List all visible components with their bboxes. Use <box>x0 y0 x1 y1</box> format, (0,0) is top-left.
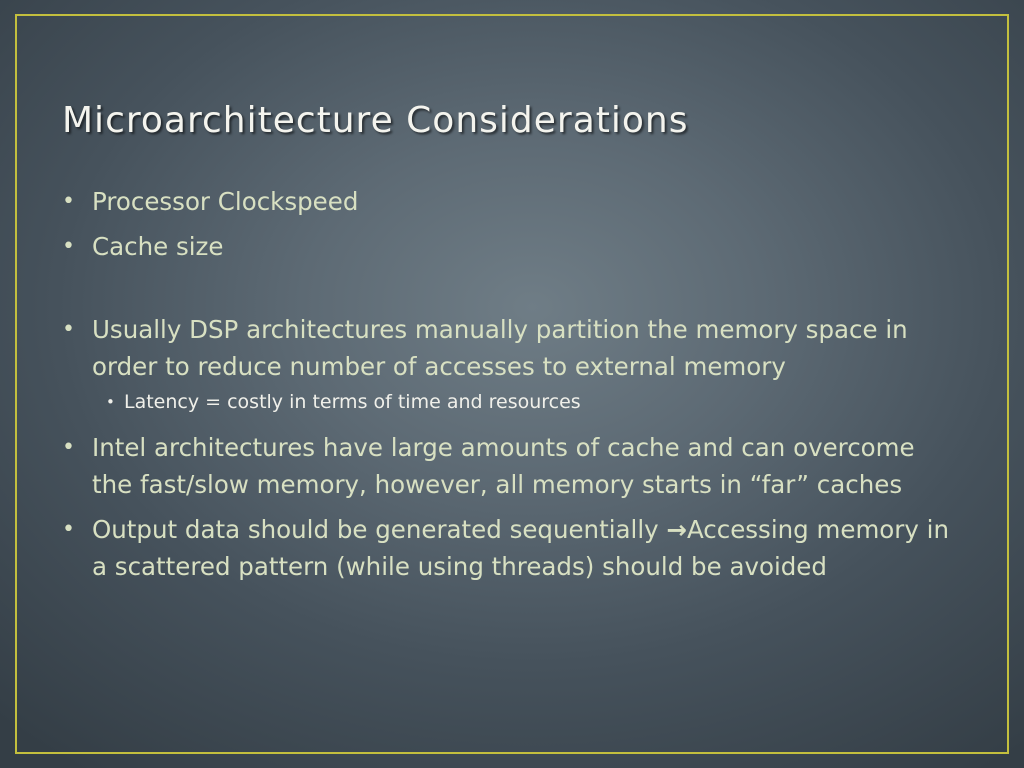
slide-content <box>62 183 962 585</box>
bullet-item <box>62 511 962 585</box>
bullet-item <box>62 311 962 385</box>
sub-bullet-item <box>106 387 962 417</box>
bullet-item <box>62 183 962 220</box>
bullet-text-after-arrow: Accessing memory in a scattered pattern (while using threads) should be avoided <box>92 515 949 581</box>
bullet-item <box>62 228 962 265</box>
bullet-text-before-arrow: Output data should be generated sequentially <box>92 515 667 544</box>
bullet-dot-icon: • <box>62 317 75 342</box>
bullet-text: Intel architectures have large amounts of cache and can overcome the fast/slow memory, however, all memory starts in “far” caches <box>92 433 915 499</box>
bullet-dot-icon: • <box>62 234 75 259</box>
bullet-dot-icon: • <box>62 517 75 542</box>
sub-bullet-dot-icon: • <box>106 393 115 411</box>
right-arrow-icon: → <box>666 515 687 544</box>
bullet-text: Usually DSP architectures manually partition the memory space in order to reduce number of accesses to external memory <box>92 315 908 381</box>
slide-title: Microarchitecture Considerations <box>62 100 689 141</box>
bullet-item <box>62 429 962 503</box>
sub-bullet-text: Latency = costly in terms of time and resources <box>124 391 581 413</box>
bullet-text: Cache size <box>92 232 224 261</box>
bullet-dot-icon: • <box>62 189 75 214</box>
bullet-text: Processor Clockspeed <box>92 187 359 216</box>
bullet-dot-icon: • <box>62 435 75 460</box>
